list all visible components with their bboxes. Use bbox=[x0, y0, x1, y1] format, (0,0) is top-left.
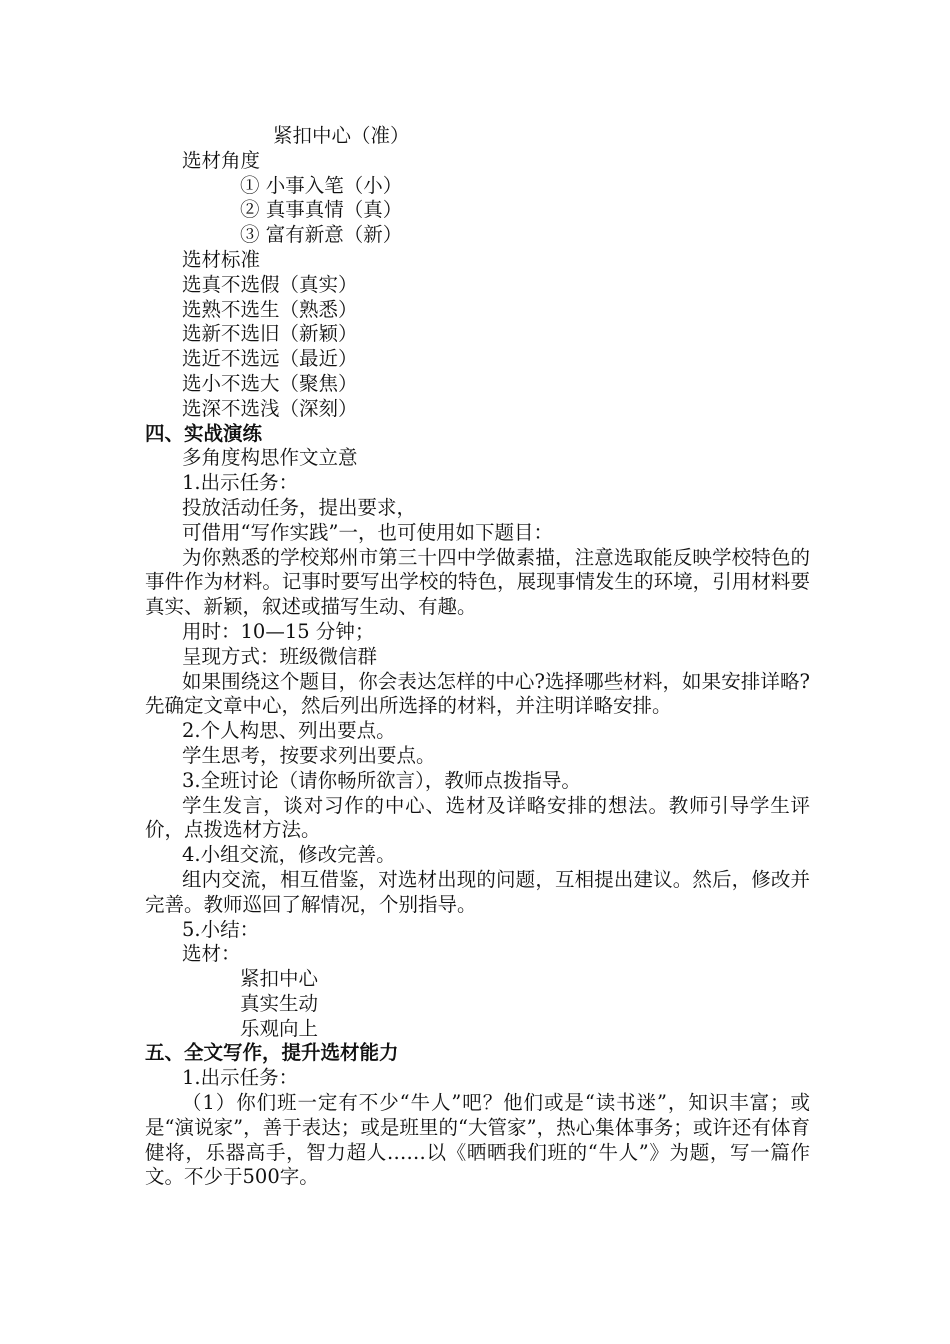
line-5: ③ 富有新意（新） bbox=[240, 223, 403, 247]
line-1: 紧扣中心（准） bbox=[273, 124, 410, 147]
paragraph-4: 组内交流，相互借鉴，对选材出现的问题，互相提出建议。然后，修改并完善。教师巡回了解情况，个别指导。 bbox=[145, 867, 810, 916]
line-11: 选小不选大（聚焦） bbox=[182, 371, 358, 395]
line-10: 选近不选远（最近） bbox=[182, 347, 358, 371]
line-31: 真实生动 bbox=[240, 991, 319, 1015]
paragraph-5: （1）你们班一定有不少“牛人”吧？他们或是“读书迷”，知识丰富；或是“演说家”，善于表达；或是班里的“大管家”，热心集体事务；或许还有体育健将，乐器高手，智力超人……以《晒晒我们班的“牛人”》为题，写一篇作文。不少于500字。 bbox=[145, 1091, 810, 1189]
line-9: 选新不选旧（新颖） bbox=[182, 322, 358, 346]
line-28: 5.小结： bbox=[182, 917, 260, 941]
paragraph-2: 如果围绕这个题目，你会表达怎样的中心?选择哪些材料，如果安排详略?先确定文章中心，然后列出所选择的材料，并注明详略安排。 bbox=[145, 669, 810, 718]
line-23: 学生思考，按要求列出要点。 bbox=[182, 743, 436, 767]
line-17: 可借用“写作实践”一，也可使用如下题目： bbox=[182, 520, 553, 544]
line-26: 4.小组交流，修改完善。 bbox=[182, 843, 396, 867]
paragraph-3: 学生发言，谈对习作的中心、选材及详略安排的想法。教师引导学生评价，点拨选材方法。 bbox=[145, 793, 810, 842]
line-16: 投放活动任务，提出要求， bbox=[182, 495, 417, 519]
line-3: ① 小事入笔（小） bbox=[240, 173, 403, 197]
line-8: 选熟不选生（熟悉） bbox=[182, 297, 358, 321]
line-2: 选材角度 bbox=[182, 148, 261, 172]
line-14: 多角度构思作文立意 bbox=[182, 446, 358, 470]
line-6: 选材标准 bbox=[182, 247, 261, 271]
line-4: ② 真事真情（真） bbox=[240, 198, 403, 222]
paragraph-1: 为你熟悉的学校郑州市第三十四中学做素描，注意选取能反映学校特色的事件作为材料。记事时要写出学校的特色，展现事情发生的环境，引用材料要真实、新颖，叙述或描写生动、有趣。 bbox=[145, 545, 810, 619]
document-body bbox=[145, 124, 810, 1190]
section-heading-5: 五、全文写作，提升选材能力 bbox=[145, 1041, 399, 1065]
line-29: 选材： bbox=[182, 942, 241, 966]
line-20: 呈现方式：班级微信群 bbox=[182, 644, 378, 668]
line-15: 1.出示任务： bbox=[182, 471, 299, 495]
line-19: 用时：10—15 分钟； bbox=[182, 619, 375, 643]
line-32: 乐观向上 bbox=[240, 1016, 319, 1040]
line-30: 紧扣中心 bbox=[240, 967, 319, 991]
line-7: 选真不选假（真实） bbox=[182, 272, 358, 296]
line-12: 选深不选浅（深刻） bbox=[182, 396, 358, 420]
section-heading-4: 四、实战演练 bbox=[145, 421, 263, 445]
line-24: 3.全班讨论（请你畅所欲言），教师点拨指导。 bbox=[182, 768, 581, 792]
line-34: 1.出示任务： bbox=[182, 1066, 299, 1090]
line-22: 2.个人构思、列出要点。 bbox=[182, 719, 396, 743]
